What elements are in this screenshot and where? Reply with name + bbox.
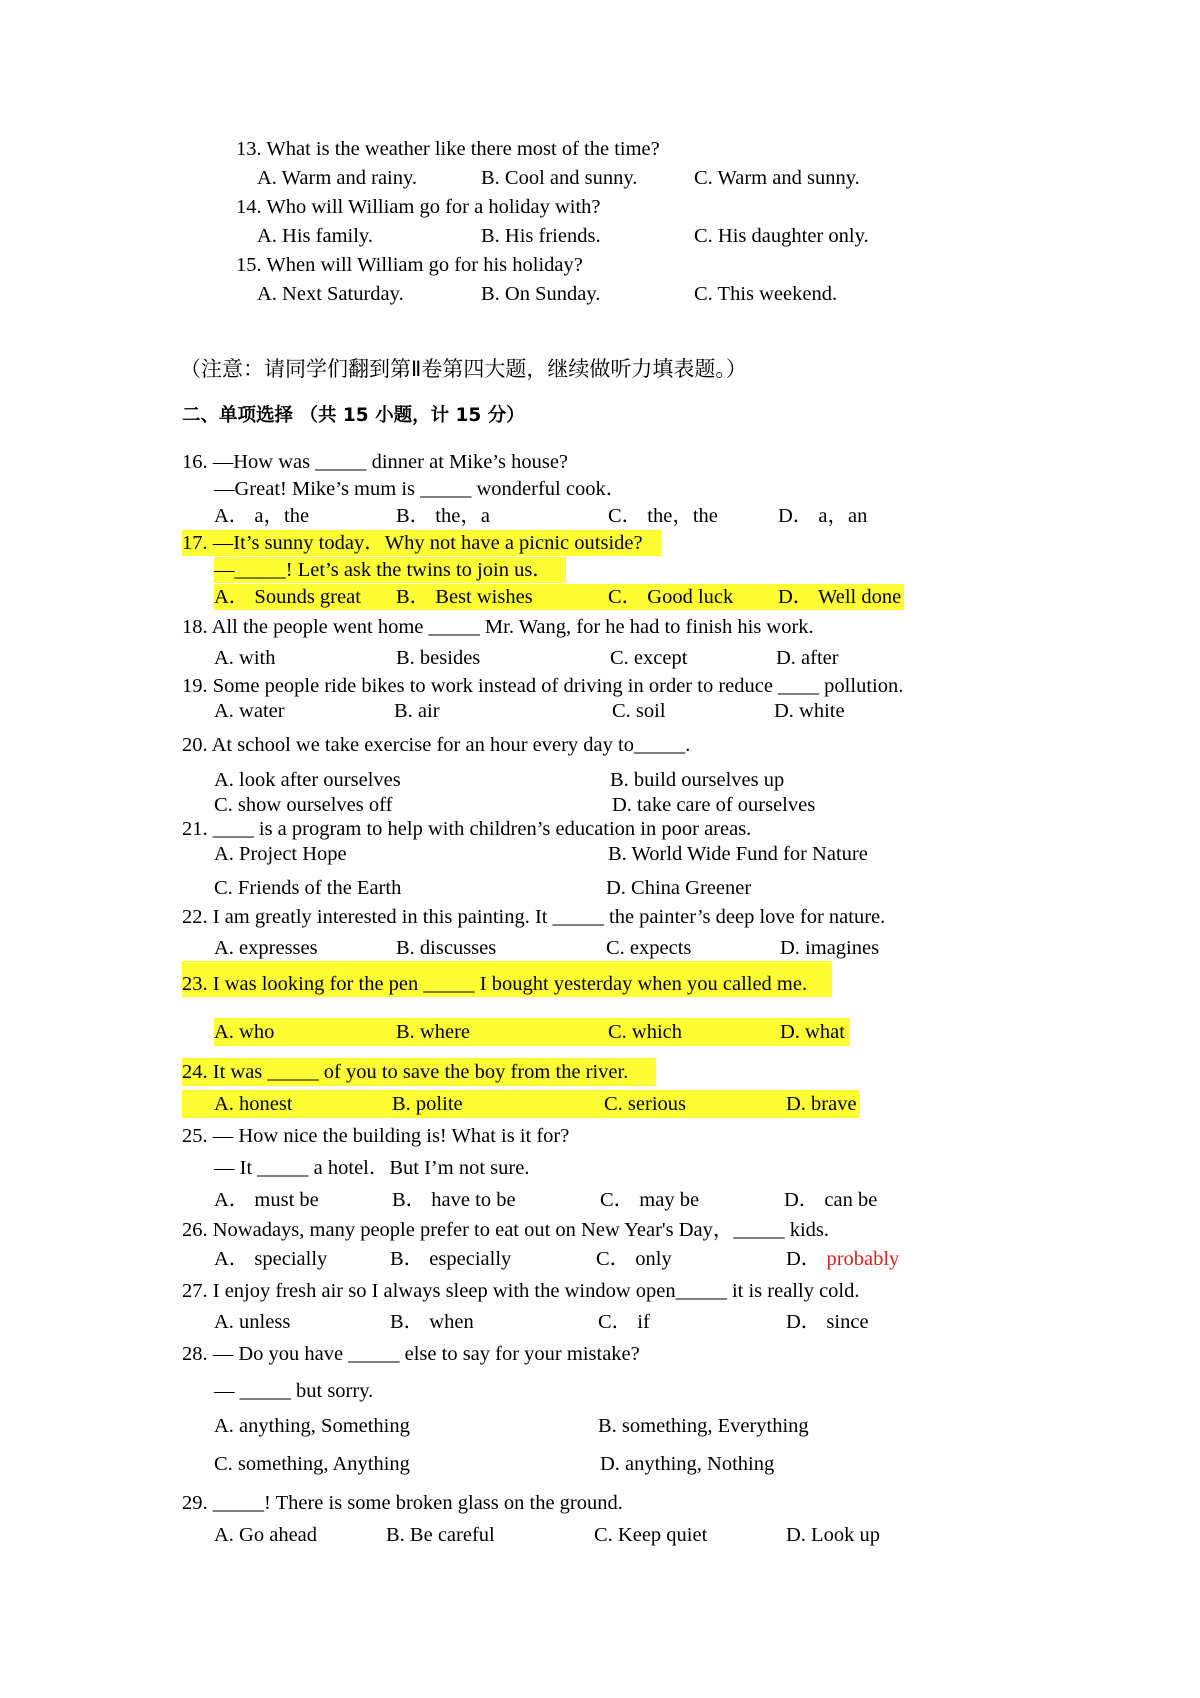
question-13: 13. What is the weather like there most of the time? — [236, 138, 660, 160]
q17-option-a: A． Sounds great — [214, 586, 361, 608]
q20-option-b: B. build ourselves up — [610, 769, 785, 791]
q16-option-d: D． a，an — [778, 505, 868, 527]
q23-option-b: B. where — [396, 1021, 471, 1043]
q13-option-a: A. Warm and rainy. — [257, 167, 418, 189]
q19-option-a: A. water — [214, 700, 285, 722]
q24-option-b: B. polite — [392, 1093, 463, 1115]
question-14: 14. Who will William go for a holiday with? — [236, 196, 601, 218]
question-17-line1: 17. —It’s sunny today．Why not have a picnic outside? — [182, 532, 643, 554]
q22-option-d: D. imagines — [780, 937, 880, 959]
question-28-line2: — _____ but sorry. — [214, 1380, 374, 1402]
question-16-line2: —Great! Mike’s mum is _____ wonderful cook． — [214, 478, 627, 500]
q26-option-d-letter: D． — [786, 1248, 822, 1270]
question-17-line2: —_____! Let’s ask the twins to join us． — [214, 559, 553, 581]
q15-option-b: B. On Sunday. — [481, 283, 601, 305]
q16-option-b: B． the，a — [396, 505, 490, 527]
q19-option-b: B. air — [394, 700, 440, 722]
q26-option-d — [786, 1246, 899, 1272]
q13-option-c: C. Warm and sunny. — [694, 167, 860, 189]
question-16-line1: 16. —How was _____ dinner at Mike’s house? — [182, 451, 569, 473]
q26-option-c: C． only — [596, 1248, 672, 1270]
q17-option-b: B． Best wishes — [396, 586, 533, 608]
q21-option-b: B. World Wide Fund for Nature — [608, 843, 868, 865]
q18-option-d: D. after — [776, 647, 839, 669]
question-18: 18. All the people went home _____ Mr. Wang, for he had to finish his work. — [182, 616, 814, 638]
q14-option-b: B. His friends. — [481, 225, 601, 247]
q23-option-d: D. what — [780, 1021, 845, 1043]
q28-option-c: C. something, Anything — [214, 1453, 410, 1475]
q27-option-a: A. unless — [214, 1311, 291, 1333]
q19-option-d: D. white — [774, 700, 845, 722]
section-title: 二、单项选择 （共 15 小题，计 15 分） — [182, 405, 525, 426]
q26-option-a: A． specially — [214, 1248, 328, 1270]
q17-option-d: D． Well done — [778, 586, 902, 608]
q26-option-d-word: probably — [826, 1248, 900, 1270]
q13-option-b: B. Cool and sunny. — [481, 167, 638, 189]
q20-option-a: A. look after ourselves — [214, 769, 401, 791]
q14-option-c: C. His daughter only. — [694, 225, 869, 247]
q25-option-b: B． have to be — [392, 1189, 516, 1211]
q25-option-a: A． must be — [214, 1189, 319, 1211]
q29-option-b: B. Be careful — [386, 1524, 495, 1546]
q15-option-a: A. Next Saturday. — [257, 283, 404, 305]
q18-option-c: C. except — [610, 647, 688, 669]
q16-option-c: C． the，the — [608, 505, 718, 527]
question-24: 24. It was _____ of you to save the boy from the river. — [182, 1061, 629, 1083]
q16-option-a: A． a，the — [214, 505, 310, 527]
q18-option-b: B. besides — [396, 647, 481, 669]
q29-option-d: D. Look up — [786, 1524, 880, 1546]
question-28-line1: 28. — Do you have _____ else to say for your mistake? — [182, 1343, 640, 1365]
q27-option-c: C． if — [598, 1311, 650, 1333]
q28-option-d: D. anything, Nothing — [600, 1453, 775, 1475]
q26-option-b: B． especially — [390, 1248, 512, 1270]
q22-option-a: A. expresses — [214, 937, 318, 959]
q15-option-c: C. This weekend. — [694, 283, 838, 305]
instruction-note: （注意：请同学们翻到第Ⅱ卷第四大题，继续做听力填表题。） — [180, 357, 747, 381]
q29-option-a: A. Go ahead — [214, 1524, 318, 1546]
question-29: 29. _____! There is some broken glass on the ground. — [182, 1492, 623, 1514]
q22-option-c: C. expects — [606, 937, 692, 959]
q25-option-d: D． can be — [784, 1189, 878, 1211]
q28-option-b: B. something, Everything — [598, 1415, 809, 1437]
q14-option-a: A. His family. — [257, 225, 373, 247]
q21-option-a: A. Project Hope — [214, 843, 347, 865]
q24-option-d: D. brave — [786, 1093, 857, 1115]
q25-option-c: C． may be — [600, 1189, 700, 1211]
question-25-line1: 25. — How nice the building is! What is it for? — [182, 1125, 570, 1147]
q27-option-d: D． since — [786, 1311, 869, 1333]
question-22: 22. I am greatly interested in this painting. It _____ the painter’s deep love for nature. — [182, 906, 886, 928]
q22-option-b: B. discusses — [396, 937, 497, 959]
q24-option-c: C. serious — [604, 1093, 686, 1115]
q23-option-c: C. which — [608, 1021, 683, 1043]
q17-option-c: C． Good luck — [608, 586, 734, 608]
q21-option-c: C. Friends of the Earth — [214, 877, 402, 899]
question-25-line2: — It _____ a hotel．But I’m not sure. — [214, 1157, 530, 1179]
q20-option-d: D. take care of ourselves — [612, 794, 816, 816]
q29-option-c: C. Keep quiet — [594, 1524, 708, 1546]
question-21: 21. ____ is a program to help with children’s education in poor areas. — [182, 818, 752, 840]
q21-option-d: D. China Greener — [606, 877, 752, 899]
q19-option-c: C. soil — [612, 700, 666, 722]
highlight-band — [214, 1018, 850, 1046]
question-20: 20. At school we take exercise for an hour every day to_____. — [182, 734, 691, 756]
q18-option-a: A. with — [214, 647, 276, 669]
q20-option-c: C. show ourselves off — [214, 794, 393, 816]
q28-option-a: A. anything, Something — [214, 1415, 410, 1437]
question-26: 26. Nowadays, many people prefer to eat out on New Year's Day，_____ kids. — [182, 1219, 830, 1241]
q27-option-b: B． when — [390, 1311, 474, 1333]
q23-option-a: A. who — [214, 1021, 275, 1043]
question-23: 23. I was looking for the pen _____ I bought yesterday when you called me. — [182, 973, 808, 995]
question-15: 15. When will William go for his holiday? — [236, 254, 583, 276]
q24-option-a: A. honest — [214, 1093, 293, 1115]
question-19: 19. Some people ride bikes to work instead of driving in order to reduce ____ pollution. — [182, 675, 904, 697]
question-27: 27. I enjoy fresh air so I always sleep with the window open_____ it is really cold. — [182, 1280, 860, 1302]
